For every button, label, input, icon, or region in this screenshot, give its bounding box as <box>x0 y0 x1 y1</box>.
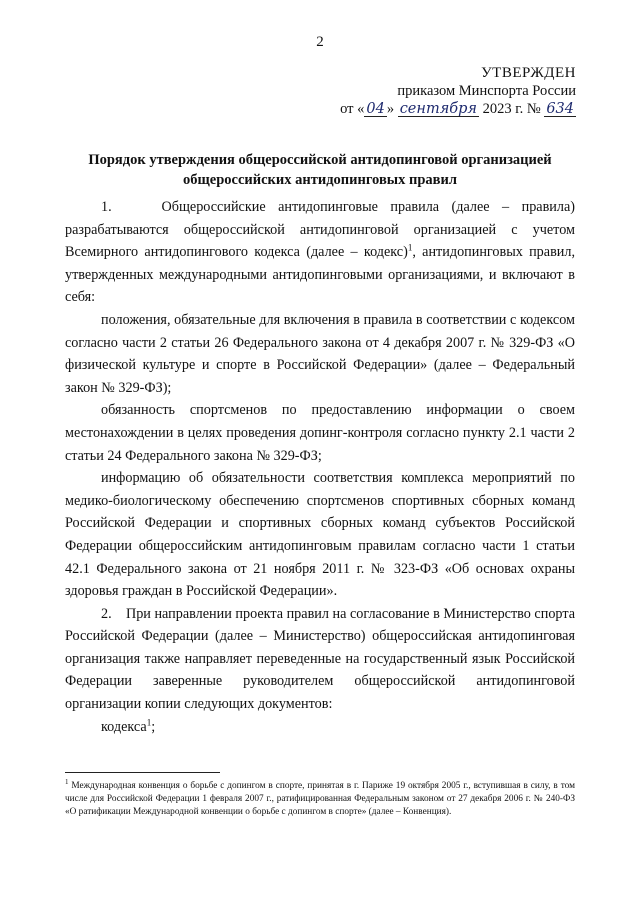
footnote-ref: 1 <box>407 242 413 253</box>
paragraph-6 <box>65 716 575 739</box>
approval-month: сентября <box>399 101 478 117</box>
paragraph-5: 2. При направлении проекта правил на согласование в Министерство спорта Российской Федерации (далее – Министерство) общероссийская антидопинговая организация также направляет переведенные на государственный язык Российской Федерации заверенные руководителем общероссийской антидопинговой организации копии следующих документов: <box>65 605 575 713</box>
paragraph-1-text-b: , антидопинговых правил, утвержденных международными антидопинговыми организациями, и включают в себя: <box>65 244 575 306</box>
page-number: 2 <box>316 34 324 50</box>
approval-year: 2023 г. № <box>482 101 541 117</box>
paragraph-1-text-a: 1. Общероссийские антидопинговые правила (далее – правила) разрабатываются общероссийской антидопинговой организацией с учетом Всемирного антидопингового кодекса (далее – кодекс) <box>65 199 575 261</box>
paragraph-6-text-a: кодекса <box>101 718 147 735</box>
footnote-ref-2: 1 <box>146 716 152 727</box>
approval-number: 634 <box>546 101 574 117</box>
paragraph-2: положения, обязательные для включения в правила в соответствии с кодексом согласно части 2 статьи 26 Федерального закона от 4 декабря 2007 г. № 329-ФЗ «О физической культуре и спорте в Российской Федерации» (далее – Федеральный закон № 329-ФЗ); <box>65 311 575 396</box>
footnote-mark: 1 <box>65 777 69 786</box>
approval-stamp <box>340 64 576 118</box>
approval-from: от « <box>340 101 365 117</box>
approval-sep: » <box>386 101 395 117</box>
footnote-text: Международная конвенция о борьбе с допингом в спорте, принятая в г. Париже 19 октября 2005 г., вступившая в силу, в том числе для Российской Федерации 1 февраля 2007 г., ратифицированная Федеральным законом от 27 декабря 2006 г. № 240-ФЗ «О ратификации Международной конвенции о борьбе с допингом в спорте» (далее – Конвенция). <box>65 781 575 817</box>
paragraph-4: информацию об обязательности соответствия комплекса мероприятий по медико-биологическому обеспечению спортсменов спортивных сборных команд Российской Федерации и спортивных сборных команд субъектов Российской Федерации общероссийским антидопинговым правилам согласно части 1 статьи 42.1 Федерального закона от 21 ноября 2011 г. № 323-ФЗ «Об основах охраны здоровья граждан в Российской Федерации». <box>65 470 575 600</box>
title-line-2: общероссийских антидопинговых правил <box>183 172 457 188</box>
footnote-divider <box>65 772 220 773</box>
approval-word: УТВЕРЖДЕН <box>481 65 576 81</box>
paragraph-3: обязанность спортсменов по предоставлению информации о своем местонахождении в целях проведения допинг-контроля согласно пункту 2.1 части 2 статьи 24 Федерального закона № 329-ФЗ; <box>65 402 575 464</box>
document-title <box>70 150 570 190</box>
document-body <box>65 196 575 738</box>
approval-day: 04 <box>366 101 385 117</box>
title-line-1: Порядок утверждения общероссийской антидопинговой организацией <box>88 152 552 168</box>
paragraph-1 <box>65 196 575 309</box>
footnote <box>65 777 575 819</box>
paragraph-6-text-b: ; <box>151 718 156 735</box>
approval-by: приказом Минспорта России <box>397 83 576 99</box>
approval-date-line <box>340 100 576 118</box>
